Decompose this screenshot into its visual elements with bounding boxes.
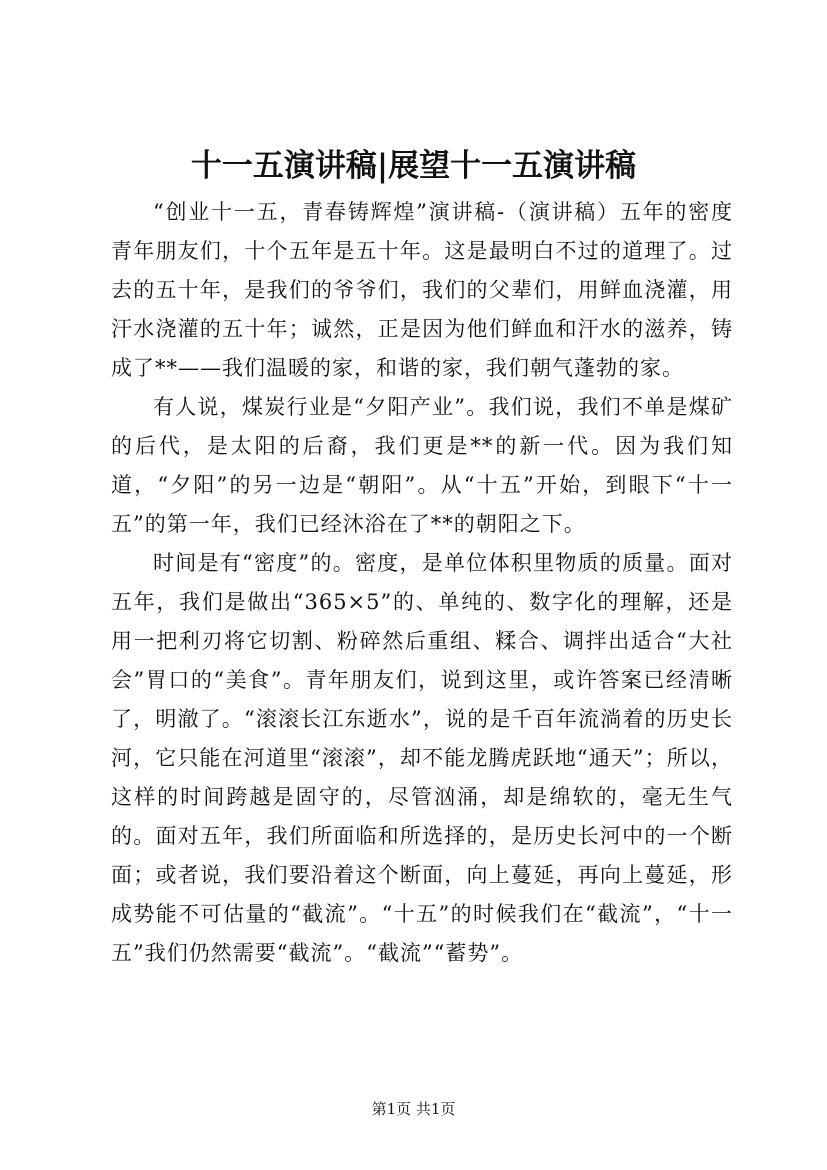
paragraph-1: “创业十一五，青春铸辉煌”演讲稿-（演讲稿）五年的密度青年朋友们，十个五年是五十年。这是最明白不过的道理了。过去的五十年，是我们的爷爷们，我们的父辈们，用鲜血浇灌，用汗水浇灌的五十年；诚然，正是因为他们鲜血和汗水的滋养，铸成了**——我们温暖的家，和谐的家，我们朝气蓬勃的家。 xyxy=(111,200,733,380)
document-body xyxy=(111,193,733,973)
paragraph-2: 有人说，煤炭行业是“夕阳产业”。我们说，我们不单是煤矿的后代，是太阳的后裔，我们更是**的新一代。因为我们知道，“夕阳”的另一边是“朝阳”。从“十五”开始，到眼下“十一五”的第一年，我们已经沐浴在了**的朝阳之下。 xyxy=(111,395,733,536)
document-title: 十一五演讲稿|展望十一五演讲稿 xyxy=(190,148,637,184)
paragraph-3: 时间是有“密度”的。密度，是单位体积里物质的质量。面对五年，我们是做出“365×5”的、单纯的、数字化的理解，还是用一把利刃将它切割、粉碎然后重组、糅合、调拌出适合“大社会”胃口的“美食”。青年朋友们，说到这里，或许答案已经清晰了，明澈了。“滚滚长江东逝水”，说的是千百年流淌着的历史长河，它只能在河道里“滚滚”，却不能龙腾虎跃地“通天”；所以，这样的时间跨越是固守的，尽管汹涌，却是绵软的，毫无生气的。面对五年，我们所面临和所选择的，是历史长河中的一个断面；或者说，我们要沿着这个断面，向上蔓延，再向上蔓延，形成势能不可估量的“截流”。“十五”的时候我们在“截流”，“十一五”我们仍然需要“截流”。“截流”“蓄势”。 xyxy=(111,551,733,965)
page-footer: 第1页 共1页 xyxy=(371,1100,456,1118)
